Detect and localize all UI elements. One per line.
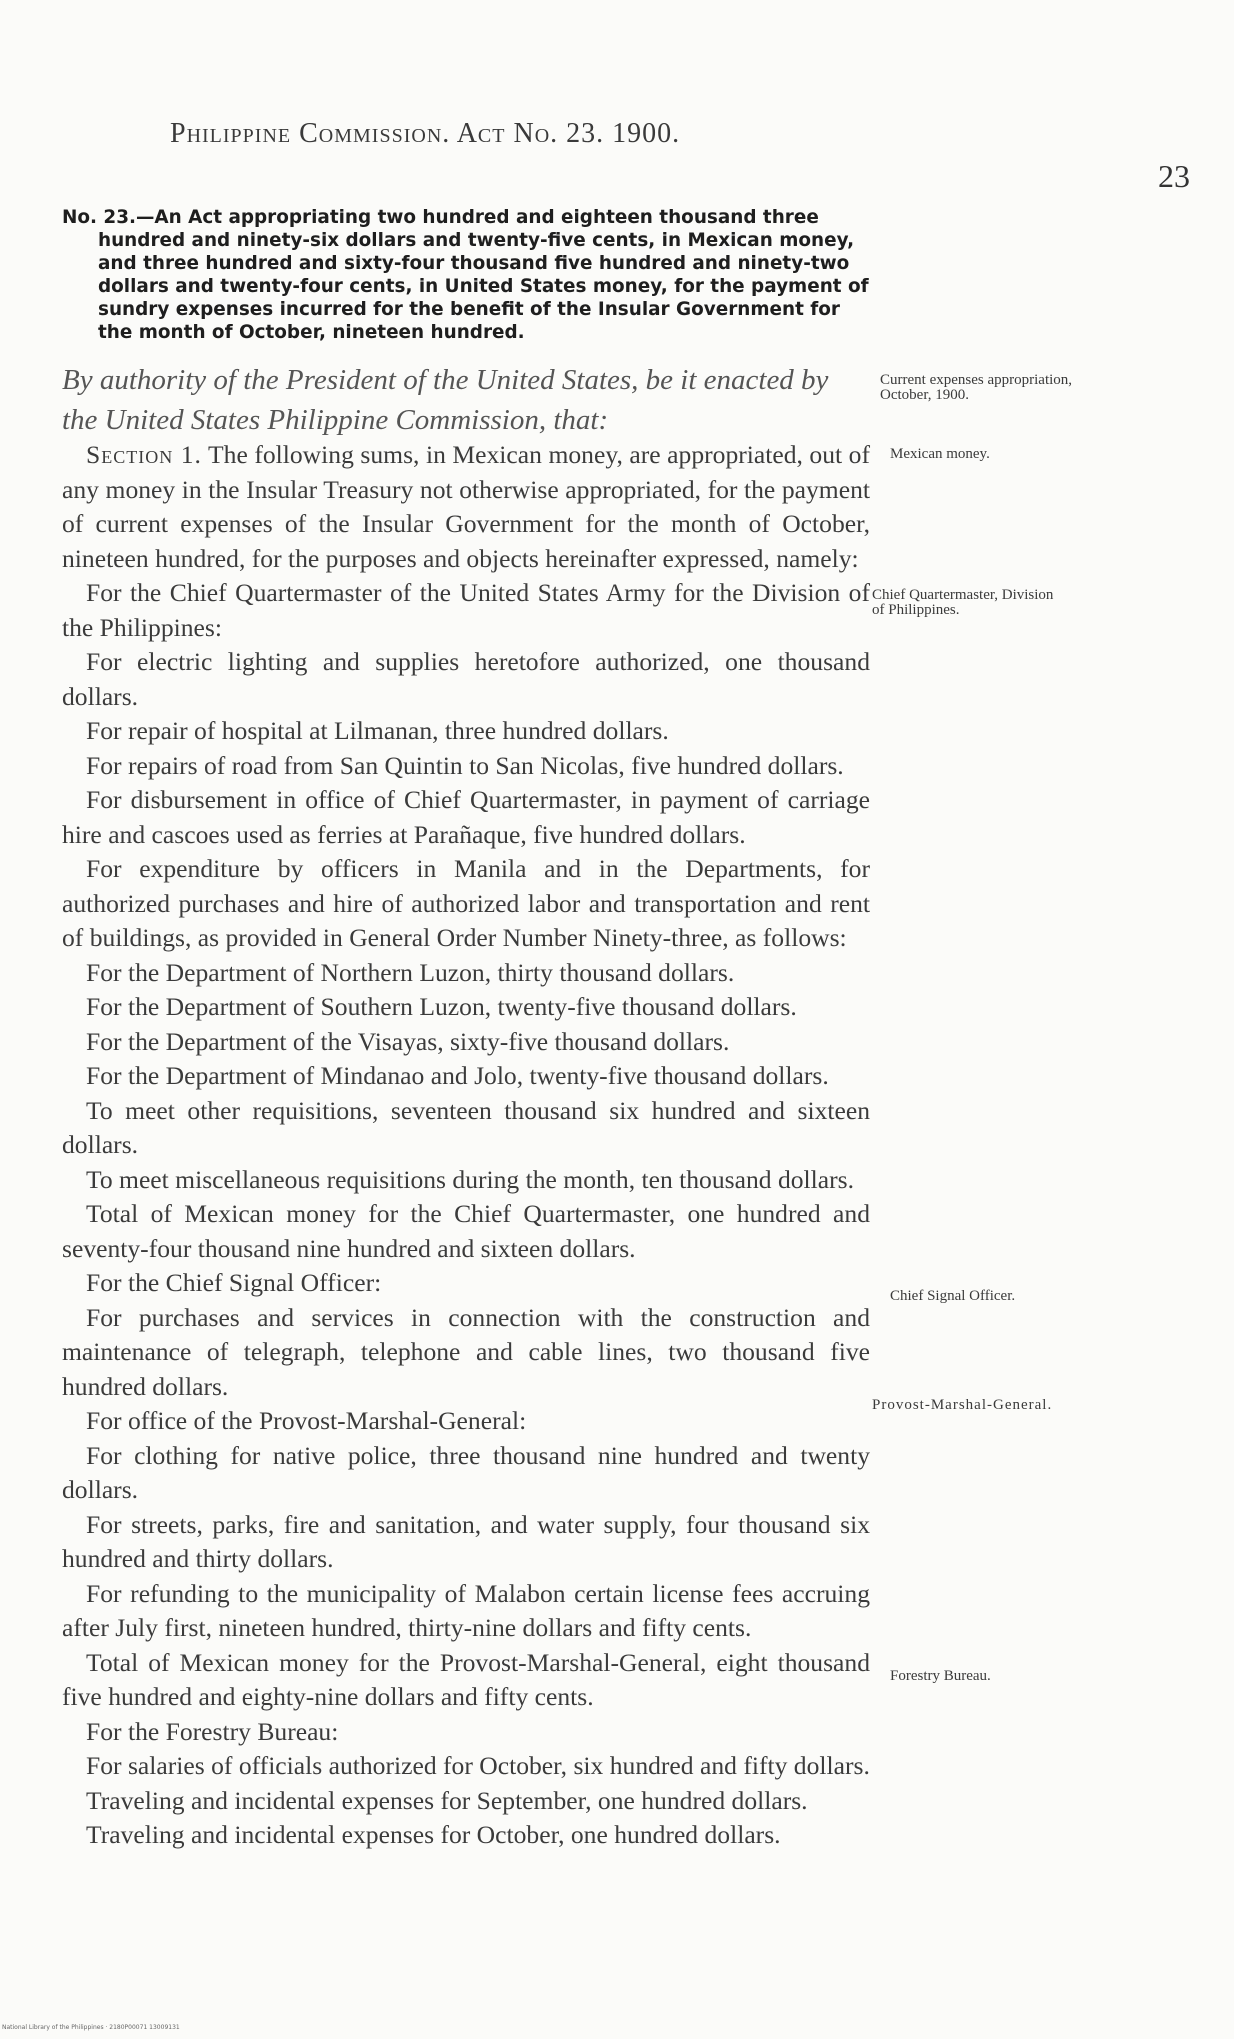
paragraph: For the Department of Southern Luzon, twenty-five thousand dollars. bbox=[86, 992, 797, 1021]
paragraph: For the Department of Mindanao and Jolo, twenty-five thousand dollars. bbox=[86, 1061, 829, 1090]
paragraph: Traveling and incidental expenses for October, one hundred dollars. bbox=[86, 1820, 781, 1849]
section-text: The following sums, in Mexican money, are appropriated, out of any money in the Insular Treasury not otherwise appropriated, for the payment of current expenses of the Insular Government for the month of October, nineteen hundred, for the purposes and objects hereinafter expressed, namely: bbox=[62, 440, 870, 573]
act-body bbox=[62, 438, 870, 1853]
paragraph: To meet miscellaneous requisitions during the month, ten thousand dollars. bbox=[86, 1164, 855, 1194]
paragraph: For expenditure by officers in Manila and in the Departments, for authorized purchases and hire of authorized labor and transportation and rent of buildings, as provided in General Order Number Ninety-three, as follows: bbox=[62, 854, 870, 952]
paragraph: For clothing for native police, three thousand nine hundred and twenty dollars. bbox=[62, 1440, 870, 1504]
margin-note-mexican-money: Mexican money. bbox=[890, 446, 990, 462]
paragraph: For office of the Provost-Marshal-General: bbox=[86, 1406, 527, 1435]
scan-credit: National Library of the Philippines · 2180P00071 13009131 bbox=[2, 2024, 180, 2031]
paragraph: To meet other requisitions, seventeen thousand six hundred and sixteen dollars. bbox=[62, 1095, 870, 1159]
paragraph: For electric lighting and supplies heretofore authorized, one thousand dollars. bbox=[62, 647, 870, 711]
paragraph: For salaries of officials authorized for October, six hundred and fifty dollars. bbox=[86, 1751, 870, 1780]
running-head: Philippine Commission. Act No. 23. 1900. bbox=[170, 118, 681, 149]
paragraph: For repair of hospital at Lilmanan, three hundred dollars. bbox=[86, 716, 669, 745]
paragraph: Traveling and incidental expenses for September, one hundred dollars. bbox=[86, 1785, 808, 1815]
act-title bbox=[62, 206, 874, 344]
enacting-clause-line-2: the United States Philippine Commission, that: bbox=[62, 404, 609, 436]
enacting-clause bbox=[62, 360, 870, 440]
margin-note-current-expenses: Current expenses appropriation, October, 1900. bbox=[880, 372, 1073, 403]
act-title-text: —An Act appropriating two hundred and eighteen thousand three hundred and ninety-six dollars and twenty-five cents, in Mexican money, and three hundred and sixty-four thousand five hundred and ninety-two dollars and twenty-four cents, in United States money, for the payment of sundry expenses incurred for the benefit of the Insular Government for the month of October, nineteen hundred. bbox=[98, 207, 869, 343]
paragraph: Total of Mexican money for the Provost-Marshal-General, eight thousand five hundred and eighty-nine dollars and fifty cents. bbox=[62, 1647, 870, 1711]
enacting-clause-line-1: By authority of the President of the United States, be it enacted by bbox=[62, 364, 829, 396]
section-label: Section 1. bbox=[86, 440, 202, 469]
act-number: No. 23. bbox=[62, 207, 136, 228]
paragraph: For the Chief Signal Officer: bbox=[86, 1268, 382, 1297]
paragraph: For disbursement in office of Chief Quartermaster, in payment of carriage hire and cascoes used as ferries at Parañaque, five hundred dollars. bbox=[62, 785, 870, 849]
paragraph: For the Chief Quartermaster of the United States Army for the Division of the Philippines: bbox=[62, 578, 870, 642]
paragraph: For the Department of Northern Luzon, thirty thousand dollars. bbox=[86, 957, 735, 987]
paragraph: For the Forestry Bureau: bbox=[86, 1716, 339, 1746]
paragraph: For streets, parks, fire and sanitation, and water supply, four thousand six hundred and thirty dollars. bbox=[62, 1509, 870, 1573]
paragraph: For repairs of road from San Quintin to San Nicolas, five hundred dollars. bbox=[86, 750, 844, 780]
margin-note-chief-signal-officer: Chief Signal Officer. bbox=[890, 1288, 1016, 1304]
paragraph: For refunding to the municipality of Malabon certain license fees accruing after July first, nineteen hundred, thirty-nine dollars and fifty cents. bbox=[62, 1578, 870, 1642]
margin-note-forestry-bureau: Forestry Bureau. bbox=[890, 1668, 991, 1684]
section-1 bbox=[62, 438, 870, 576]
paragraph: Total of Mexican money for the Chief Quartermaster, one hundred and seventy-four thousand nine hundred and sixteen dollars. bbox=[62, 1199, 870, 1263]
paragraph: For the Department of the Visayas, sixty-five thousand dollars. bbox=[86, 1026, 730, 1056]
margin-note-chief-quartermaster: Chief Quartermaster, Division of Philippines. bbox=[872, 587, 1054, 618]
paragraph: For purchases and services in connection with the construction and maintenance of telegraph, telephone and cable lines, two thousand five hundred dollars. bbox=[62, 1302, 870, 1401]
margin-note-provost-marshal: Provost-Marshal-General. bbox=[872, 1397, 1053, 1413]
page-number: 23 bbox=[1158, 158, 1190, 194]
